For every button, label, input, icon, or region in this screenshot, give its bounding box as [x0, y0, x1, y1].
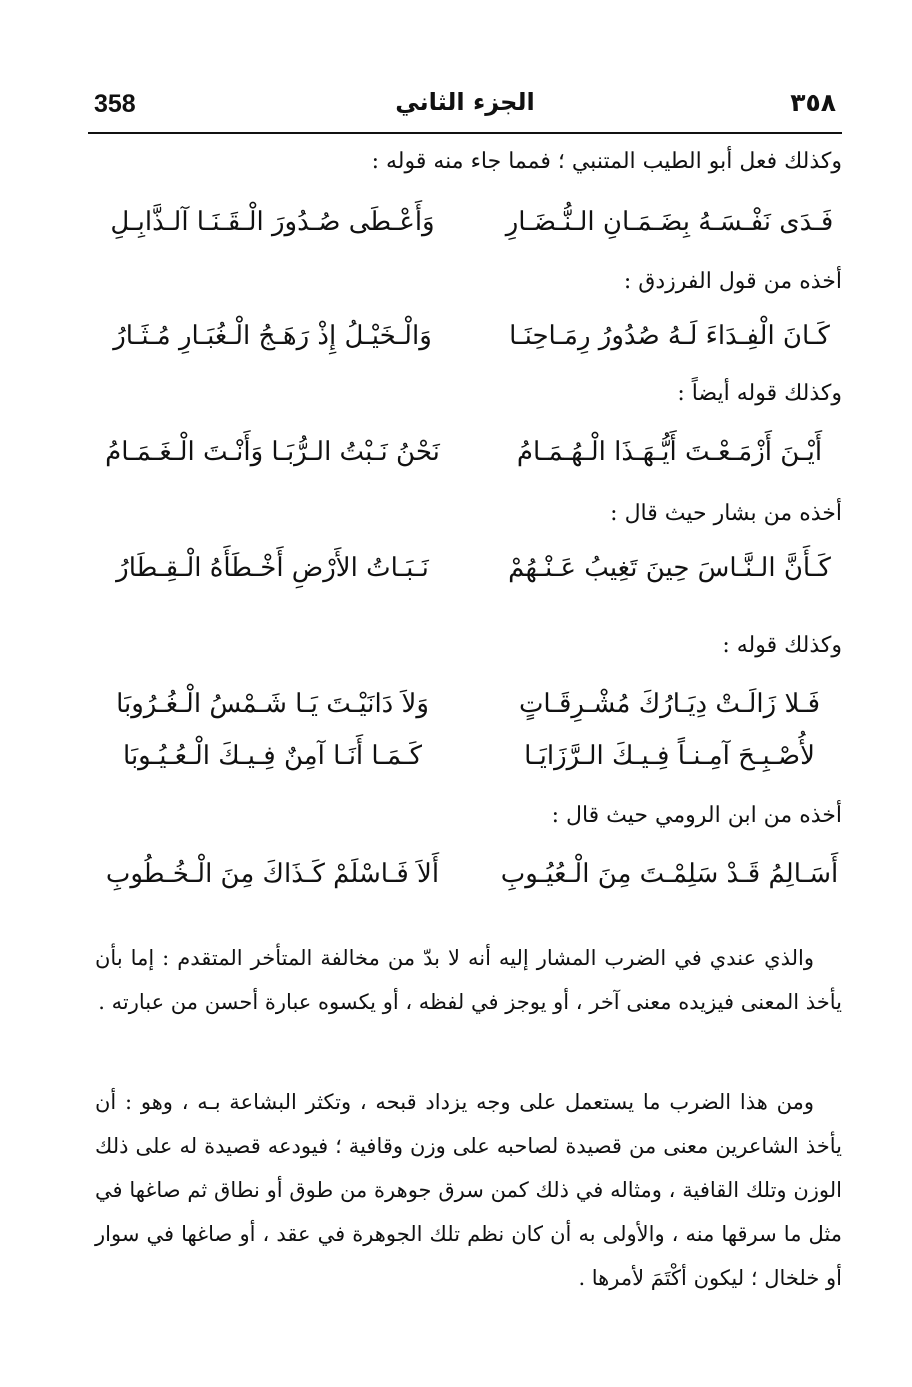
page-number-arabic: ٣٥٨ — [790, 88, 836, 117]
intro-line: أخذه من ابن الرومي حيث قال : — [551, 803, 842, 828]
paragraph-text: والذي عندي في الضرب المشار إليه أنه لا بدّ من مخالفة المتأخر المتقدم : إما بأن يأخذ المعنى فيزيده معنى آخر ، أو يوجز في لفظه ، أو يكسوه عبارة أحسن من عبارته . — [95, 946, 842, 1014]
verse-hemistich-second: نَـبَـاتُ الأَرْضِ أَخْـطَأَهُ الْـقِـطَارُ — [116, 553, 429, 583]
prose-paragraph — [95, 936, 842, 1024]
verse-hemistich-second: وَأَعْـطَى صُـدُورَ الْـقَـنَـا آلـذَّابِـلِ — [110, 207, 435, 237]
verse-hemistich-first: أَيْـنَ أَزْمَـعْـتَ أَيُّـهَـذَا الْـهُـمَـامُ — [516, 437, 823, 467]
verse-hemistich-second: وَالْـخَيْـلُ إِذْ رَهَـجُ الْـغُبَـارِ مُـثَـارُ — [113, 321, 432, 351]
prose-paragraph — [95, 1080, 842, 1300]
intro-line: أخذه من قول الفرزدق : — [623, 269, 842, 294]
verse-hemistich-second: كَـمَـا أَنَـا آمِنٌ فِـيـكَ الْـعُـيُـوبَا — [123, 741, 422, 771]
intro-line: وكذلك فعل أبو الطيب المتنبي ؛ فمما جاء منه قوله : — [371, 149, 842, 174]
verse-hemistich-first: كَـأَنَّ الـنَّـاسَ حِينَ تَغِيبُ عَـنْـهُمْ — [508, 553, 831, 583]
paragraph-text: ومن هذا الضرب ما يستعمل على وجه يزداد قبحه ، وتكثر البشاعة بـه ، وهو : أن يأخذ الشاعرين معنى من قصيدة لصاحبه على وزن وقافية ؛ فيودعه قصيدة له على ذلك الوزن وتلك القافية ، ومثاله في ذلك كمن سرق جوهرة من طوق أو نطاق ثم صاغها في مثل ما سرقها منه ، والأولى به أن كان نظم تلك الجوهرة في عقد ، أو صاغها في سوار أو خلخال ؛ ليكون أكْتَمَ لأمرها . — [95, 1090, 842, 1290]
verse-hemistich-second: نَحْنُ نَـبْتُ الـرُّبَـا وَأَنْـتَ الْـغَـمَـامُ — [105, 437, 440, 467]
page-header — [88, 86, 842, 134]
intro-line: وكذلك قوله أيضاً : — [677, 381, 842, 406]
page-number-latin: 358 — [94, 90, 136, 118]
running-title: الجزء الثاني — [395, 88, 535, 116]
verse-hemistich-first: لأُصْـبِـحَ آمِـنـاً فِـيـكَ الـرَّزَايَـا — [524, 741, 815, 771]
verse-hemistich-second: وَلاَ دَانَيْـتَ يَـا شَـمْسُ الْـغُـرُوبَا — [116, 689, 429, 719]
verse-hemistich-first: أَسَـالِمُ قَـدْ سَلِمْـتَ مِنَ الْـعُيُـوبِ — [500, 859, 839, 889]
verse-hemistich-first: كَـانَ الْفِـدَاءَ لَـهُ صُدُورُ رِمَـاحِنَـا — [509, 321, 830, 351]
verse-hemistich-first: فَـدَى نَفْـسَـهُ بِضَـمَـانِ الـنُّـضَـارِ — [505, 207, 834, 237]
intro-line: أخذه من بشار حيث قال : — [610, 501, 842, 526]
intro-line: وكذلك قوله : — [722, 633, 842, 658]
verse-hemistich-second: أَلاَ فَـاسْلَمْ كَـذَاكَ مِنَ الْـخُـطُوبِ — [105, 859, 440, 889]
verse-hemistich-first: فَـلا زَالَـتْ دِيَـارُكَ مُشْـرِقَـاتٍ — [518, 689, 821, 719]
